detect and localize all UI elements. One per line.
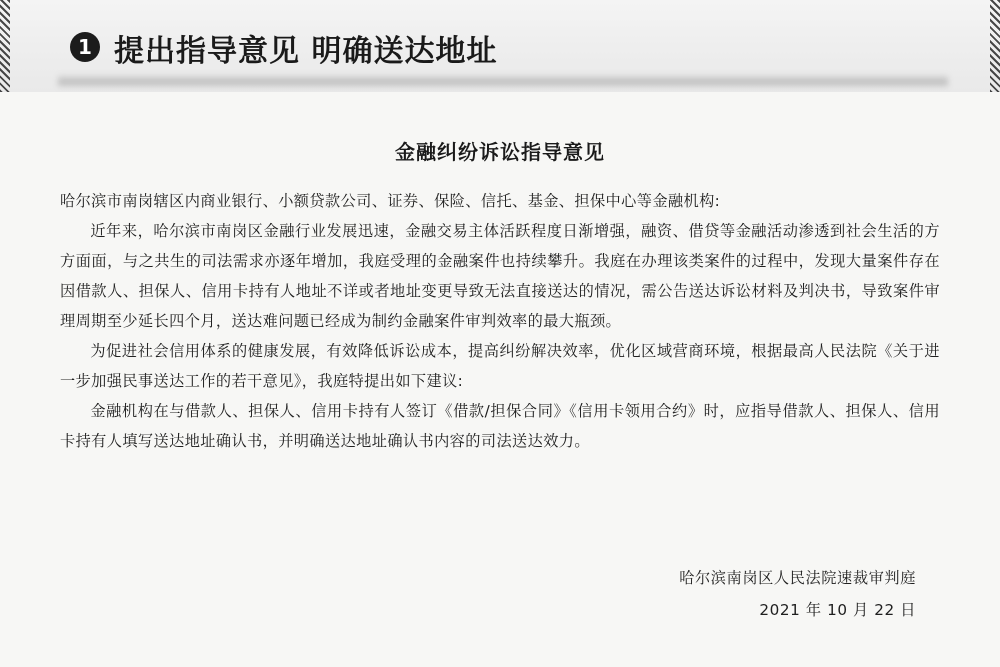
document-body [60, 186, 940, 456]
header-right-stripe-decoration [990, 0, 1000, 92]
document-title: 金融纠纷诉讼指导意见 [395, 140, 605, 164]
document-paragraph-3: 金融机构在与借款人、担保人、信用卡持有人签订《借款/担保合同》《信用卡领用合约》时，应指导借款人、担保人、信用卡持有人填写送达地址确认书，并明确送达地址确认书内容的司法送达效力。 [60, 402, 940, 450]
signature-date: 2021 年 10 月 22 日 [759, 601, 916, 619]
document-signature [679, 562, 916, 626]
section-title: 提出指导意见 明确送达地址 [114, 34, 498, 69]
header-underline-shadow [58, 74, 948, 88]
document-paragraph-1: 近年来，哈尔滨市南岗区金融行业发展迅速，金融交易主体活跃程度日渐增强，融资、借贷等金融活动渗透到社会生活的方方面面，与之共生的司法需求亦逐年增加，我庭受理的金融案件也持续攀升。我庭在办理该类案件的过程中，发现大量案件存在因借款人、担保人、信用卡持有人地址不详或者地址变更导致无法直接送达的情况，需公告送达诉讼材料及判决书，导致案件审理周期至少延长四个月，送达难问题已经成为制约金融案件审判效率的最大瓶颈。 [60, 222, 940, 330]
signature-organization: 哈尔滨南岗区人民法院速裁审判庭 [679, 569, 916, 587]
header-banner [0, 0, 1000, 92]
document-salutation: 哈尔滨市南岗辖区内商业银行、小额贷款公司、证券、保险、信托、基金、担保中心等金融机构: [60, 192, 721, 210]
document-paragraph-2: 为促进社会信用体系的健康发展，有效降低诉讼成本，提高纠纷解决效率，优化区域营商环境，根据最高人民法院《关于进一步加强民事送达工作的若干意见》，我庭特提出如下建议: [60, 342, 940, 390]
section-number-badge: 1 [70, 32, 100, 62]
header-left-stripe-decoration [0, 0, 10, 92]
